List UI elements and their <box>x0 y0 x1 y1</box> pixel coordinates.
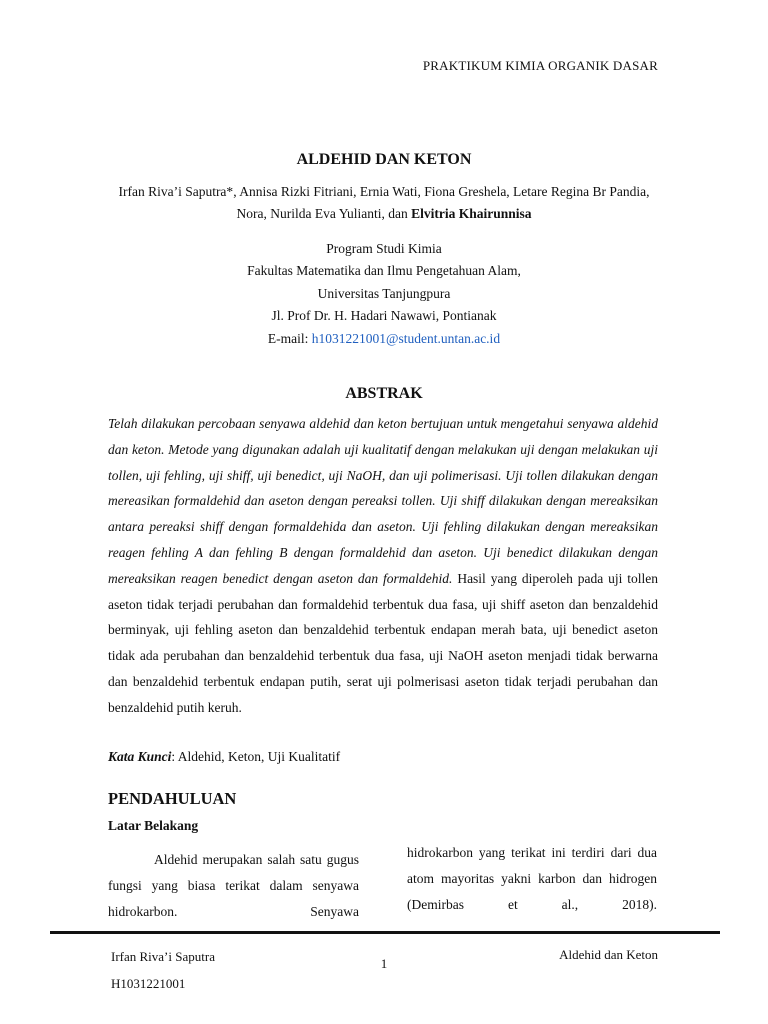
abstract-body <box>108 411 658 721</box>
author-list <box>108 181 660 225</box>
footer-divider <box>50 931 720 934</box>
last-author: Elvitria Khairunnisa <box>411 206 532 221</box>
affiliation-email <box>0 328 768 350</box>
abstract-italic-text: Telah dilakukan percobaan senyawa aldehid dan keton bertujuan untuk mengetahui senyawa aldehid dan keton. Metode yang digunakan adalah uji kualitatif dengan melakukan uji dengan melakukan uji tollen, uji fehling, uji shiff, uji benedict, uji NaOH, dan uji polimerisasi. Uji tollen dilakukan dengan mereasikan formaldehid dan aseton dengan pereaksi tollen. Uji shiff dilakukan dengan mereaksikan antara pereaksi shiff dengan formaldehida dan aseton. Uji fehling dilakukan dengan mereaksikan reagen fehling A dan fehling B dengan formaldehid dan aseton. Uji benedict dilakukan dengan mereaksikan reagen benedict dengan aseton dan formaldehid. <box>108 416 658 586</box>
subsection-heading-background: Latar Belakang <box>108 818 199 833</box>
co-authors: , Annisa Rizki Fitriani, Ernia Wati, Fiona Greshela, Letare Regina Br Pandia, Nora, Nurilda Eva Yulianti, dan <box>233 184 650 221</box>
affiliation-address: Jl. Prof Dr. H. Hadari Nawawi, Pontianak <box>271 308 497 324</box>
paper-title: ALDEHID DAN KETON <box>296 151 472 168</box>
footer-student-id: H1031221001 <box>111 976 186 991</box>
intro-left-text: Aldehid merupakan salah satu gugus fungsi yang biasa terikat dalam senyawa hidrokarbon. Senyawa <box>108 852 359 919</box>
first-author: Irfan Riva’i Saputra* <box>118 184 234 199</box>
running-header: PRAKTIKUM KIMIA ORGANIK DASAR <box>422 58 658 73</box>
abstract-normal-text: Hasil yang diperoleh pada uji tollen aseton tidak terjadi perubahan dan formaldehid terbentuk dua fasa, uji shiff aseton dan benzaldehid berminyak, uji fehling aseton dan benzaldehid terbentuk endapan merah bata, uji benedict aseton tidak ada perubahan dan benzaldehid terbentuk dua fasa, uji NaOH aseton menjadi tidak berwarna dan benzaldehid terbentuk endapan putih, serat uji polmerisasi aseton tidak terjadi perubahan dan benzaldehid putih keruh. <box>108 570 658 715</box>
footer-doc-title: Aldehid dan Keton <box>559 947 658 962</box>
footer-author: Irfan Riva’i Saputra <box>111 949 215 964</box>
page-number: 1 <box>380 956 388 971</box>
intro-left-column <box>108 847 359 925</box>
affiliation-faculty: Fakultas Matematika dan Ilmu Pengetahuan Alam, <box>247 263 521 279</box>
abstract-heading: ABSTRAK <box>345 385 423 402</box>
email-label: E-mail: <box>267 330 312 346</box>
keywords-label: Kata Kunci <box>108 749 172 764</box>
intro-right-column: hidrokarbon yang terikat ini terdiri dari dua atom mayoritas yakni karbon dan hidrogen (Demirbas et al., 2018). <box>407 845 657 912</box>
email-link[interactable]: h1031221001@student.untan.ac.id <box>311 330 501 346</box>
affiliation-program: Program Studi Kimia <box>326 241 442 256</box>
affiliation-university: Universitas Tanjungpura <box>317 285 451 301</box>
section-heading-introduction: PENDAHULUAN <box>108 789 237 808</box>
affiliation-block <box>0 238 768 350</box>
keywords-text: : Aldehid, Keton, Uji Kualitatif <box>171 749 341 764</box>
keywords <box>108 749 658 765</box>
